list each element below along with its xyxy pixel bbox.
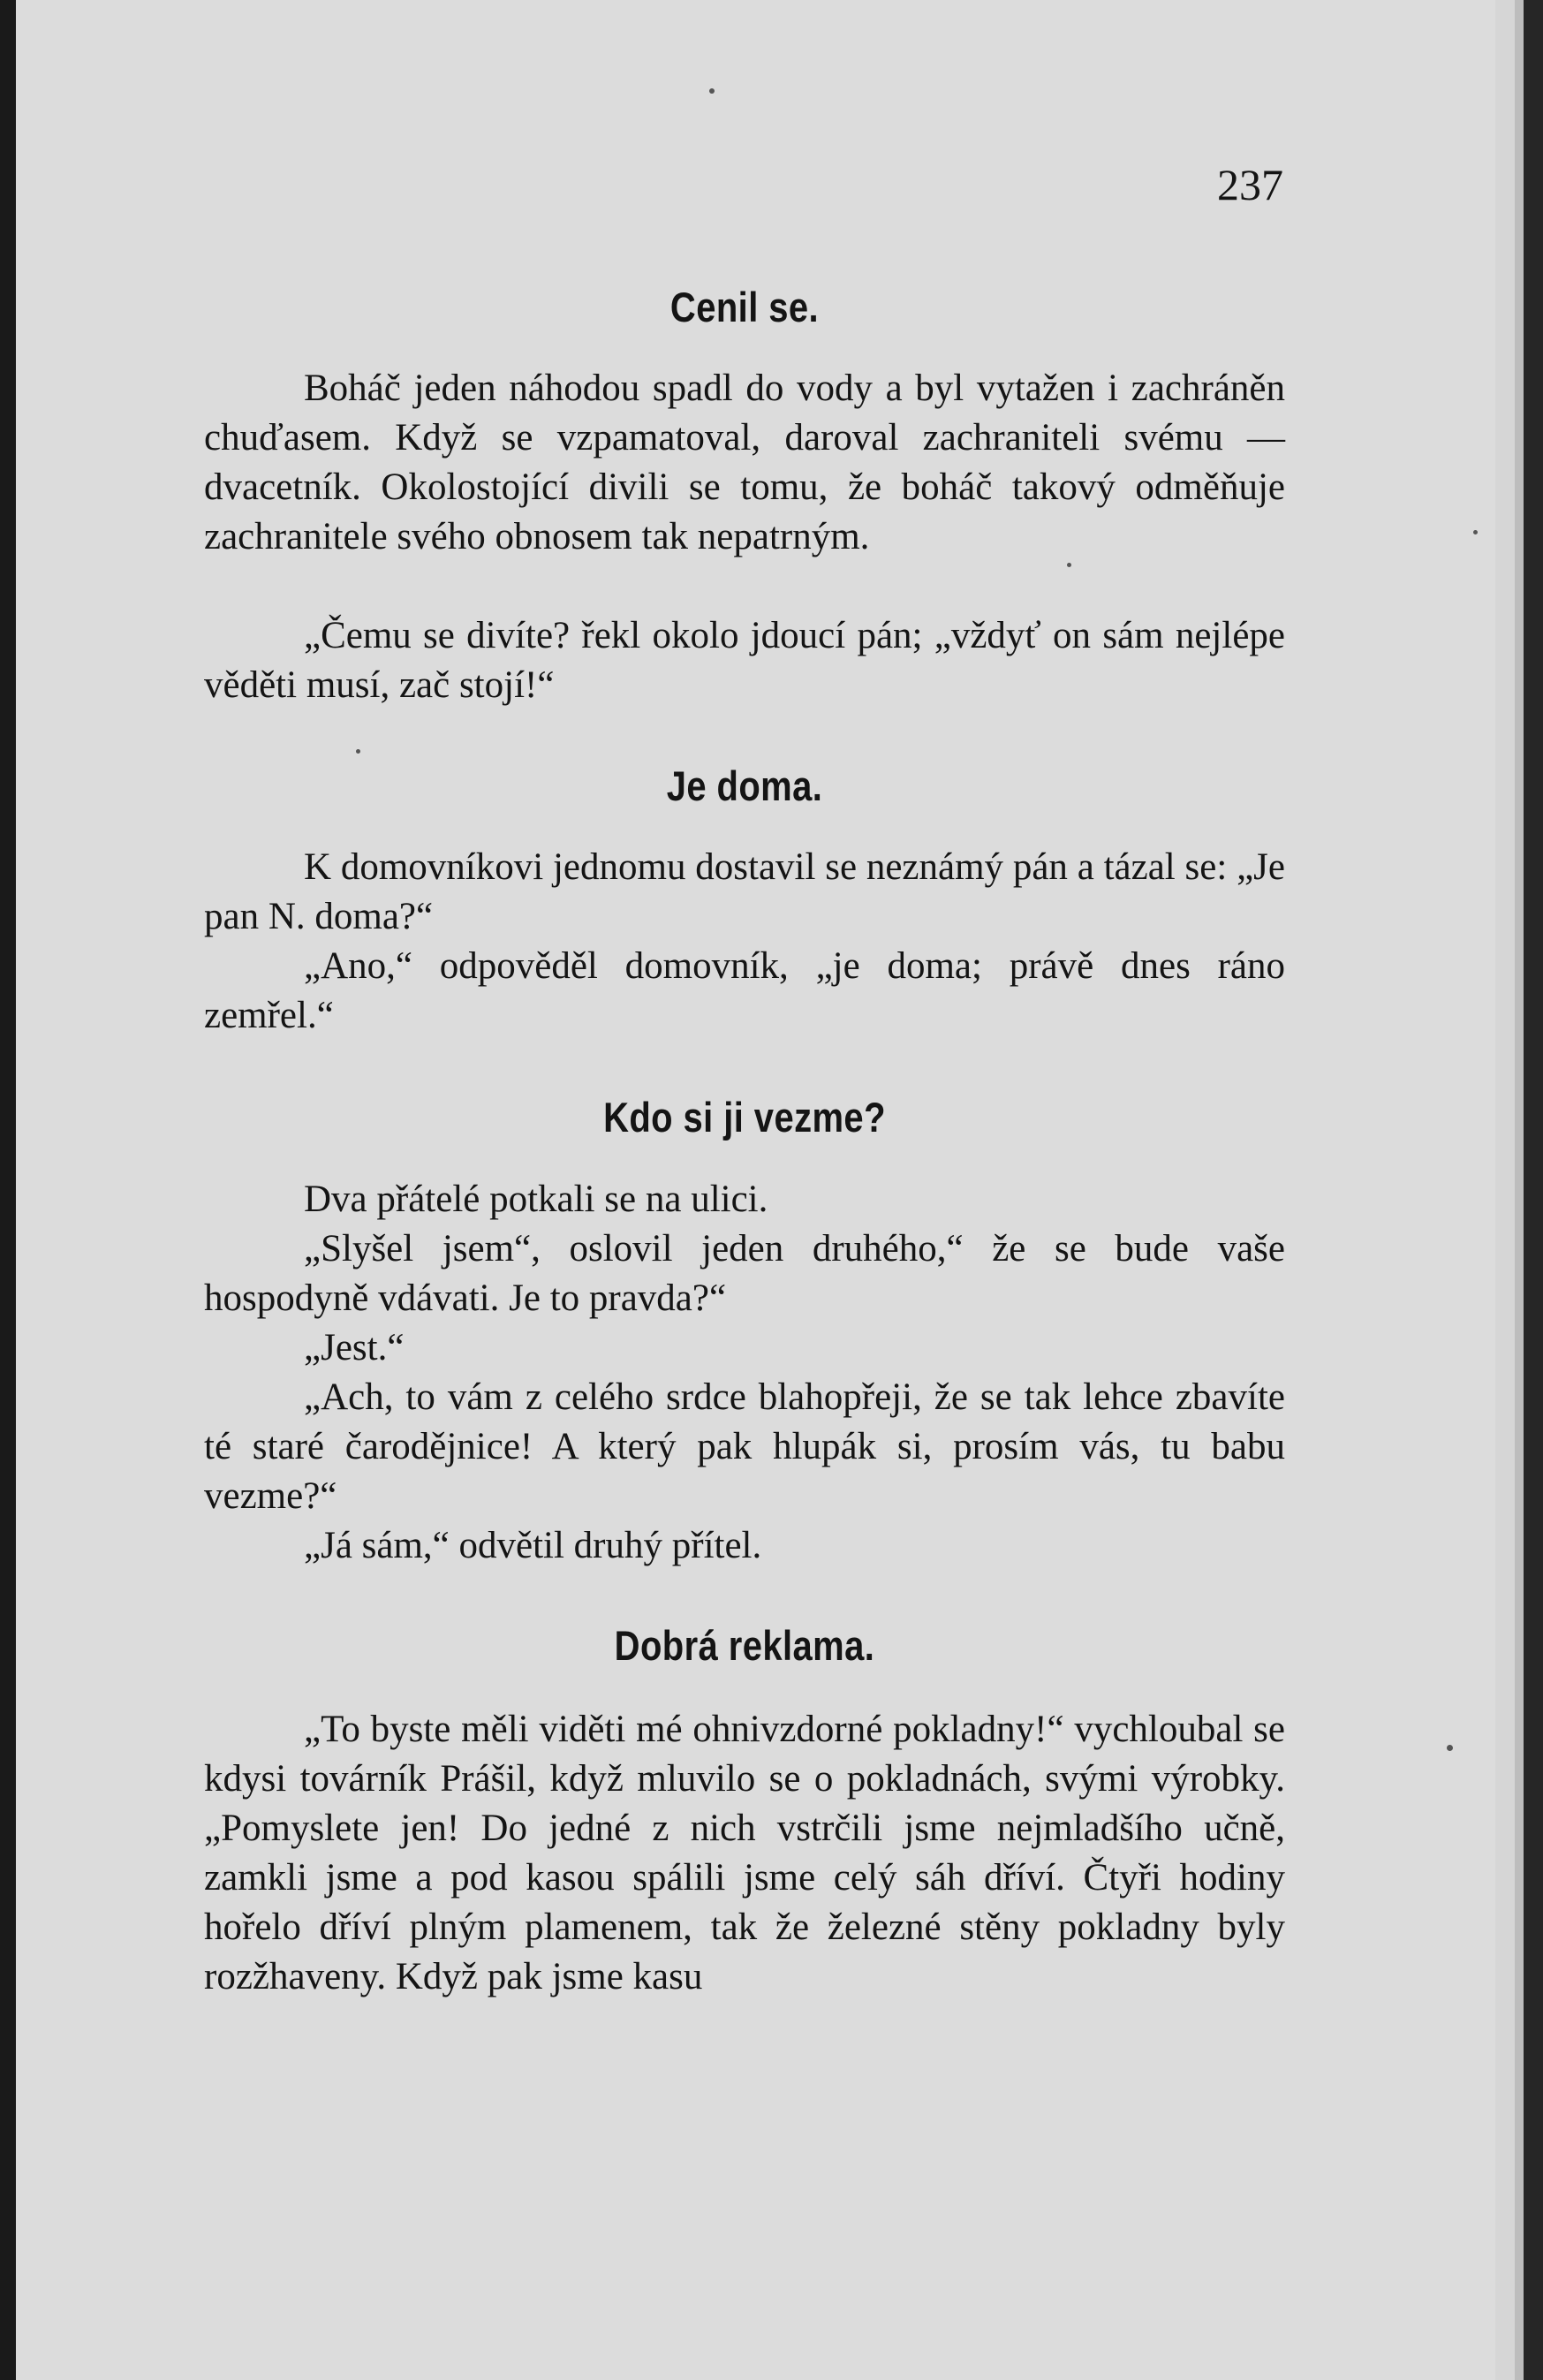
scan-speck — [1473, 530, 1478, 534]
page-edge-shadow — [1515, 0, 1524, 2380]
paragraph: Dva přátelé potkali se na ulici. — [304, 1179, 768, 1220]
book-spine — [0, 0, 16, 2380]
scan-speck — [1067, 563, 1071, 567]
section-heading: Kdo si ji vezme? — [603, 1094, 886, 1141]
scan-speck — [356, 749, 360, 754]
paragraph: „Já sám,“ odvětil druhý přítel. — [304, 1525, 762, 1566]
scan-speck — [709, 88, 715, 94]
paragraph: „To byste měli viděti mé ohnivzdorné pokladny!“ vychloubal se kdysi továrník Prášil, když mluvilo se o pokladnách, svými výrobky. „Pomyslete jen! Do jedné z nich vstrčili jsme nejmladšího učně, zamkli jsme a pod kasou spálili jsme celý sáh dříví. Čtyři hodiny hořelo dříví plným plamenem, tak že železné stěny pokladny byly rozžhaveny. Když pak jsme kasu — [204, 1709, 1285, 1997]
paragraph: Boháč jeden náhodou spadl do vody a byl vytažen i zachráněn chuďasem. Když se vzpamatoval, daroval zachraniteli svému — dvacetník. Okolostojící divili se tomu, že boháč takový odměňuje zachranitele svého obnosem tak nepatrným. — [204, 368, 1285, 557]
page-number: 237 — [1217, 160, 1283, 209]
paragraph: „Čemu se divíte? řekl okolo jdoucí pán; „vždyť on sám nejlépe věděti musí, zač stojí!“ — [204, 615, 1285, 706]
paragraph: „Slyšel jsem“, oslovil jeden druhého,“ že se bude vaše hospodyně vdávati. Je to pravda?“ — [204, 1228, 1285, 1319]
paragraph: K domovníkovi jednomu dostavil se neznámý pán a tázal se: „Je pan N. doma?“ — [204, 846, 1285, 937]
section-heading: Je doma. — [666, 762, 823, 809]
scan-speck — [1447, 1745, 1453, 1751]
page-edge — [1524, 0, 1543, 2380]
section-heading: Cenil se. — [669, 284, 820, 330]
paragraph: „Jest.“ — [304, 1327, 405, 1368]
paragraph: „Ach, to vám z celého srdce blahopřeji, že se tak lehce zbavíte té staré čarodějnice! A který pak hlupák si, prosím vás, tu babu vezme?“ — [204, 1376, 1285, 1517]
book-page — [16, 0, 1495, 2380]
paragraph: „Ano,“ odpověděl domovník, „je doma; právě dnes ráno zemřel.“ — [204, 945, 1285, 1036]
section-heading: Dobrá reklama. — [614, 1622, 875, 1669]
